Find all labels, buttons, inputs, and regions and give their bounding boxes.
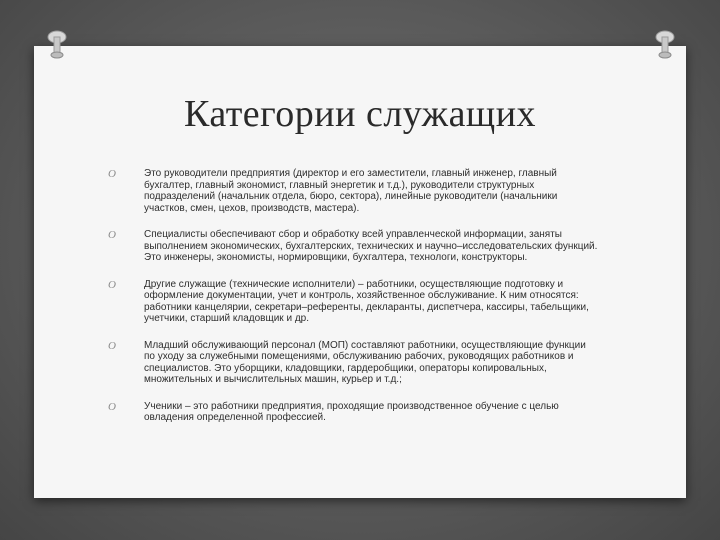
bullet-item bbox=[108, 401, 598, 424]
bullet-icon: O bbox=[108, 168, 116, 180]
bullet-text: Другие служащие (технические исполнители) – работники, осуществляющие подготовку и оформление документации, учет и контроль, хозяйственное обслуживание. К ним относятся: работники канцелярии, секретари–референты, декларанты, диспетчера, кассиры, табельщики, учетчики, старший кладовщик и др. bbox=[144, 278, 589, 324]
bullet-item bbox=[108, 229, 598, 264]
slide-title: Категории служащих bbox=[183, 93, 537, 135]
bullet-icon: O bbox=[108, 229, 116, 241]
bullet-text: Это руководители предприятия (директор и его заместители, главный инженер, главный бухгалтер, главный экономист, главный энергетик и т.д.), руководители структурных подразделений (начальник отдела, бюро, сектора), линейные руководители (начальники участков, смен, цехов, производств, мастера). bbox=[144, 168, 558, 214]
bullet-item bbox=[108, 340, 598, 386]
pin-left-icon bbox=[47, 30, 67, 60]
pin-right-icon bbox=[655, 30, 675, 60]
bullet-list bbox=[108, 168, 598, 439]
bullet-icon: O bbox=[108, 278, 116, 291]
bullet-item bbox=[108, 168, 598, 214]
bullet-item bbox=[108, 279, 598, 325]
bullet-icon: O bbox=[108, 339, 116, 352]
bullet-icon: O bbox=[108, 400, 116, 413]
bullet-text: Ученики – это работники предприятия, проходящие производственное обучение с целью овладения определенной профессией. bbox=[144, 400, 559, 423]
bullet-text: Младший обслуживающий персонал (МОП) составляют работники, осуществляющие функции по уходу за служебными помещениями, обслуживанию рабочих, руководящих работников и специалистов. Это уборщики, кладовщики, гардеробщики, операторы копировальных, множительных и вычислительных машин, курьер и т.д.; bbox=[144, 339, 586, 385]
bullet-text: Специалисты обеспечивают сбор и обработку всей управленческой информации, заняты выполнением экономических, бухгалтерских, технических и научно–исследовательских функций. Это инженеры, экономисты, нормировщики, бухгалтера, технологи, конструкторы. bbox=[144, 229, 598, 263]
